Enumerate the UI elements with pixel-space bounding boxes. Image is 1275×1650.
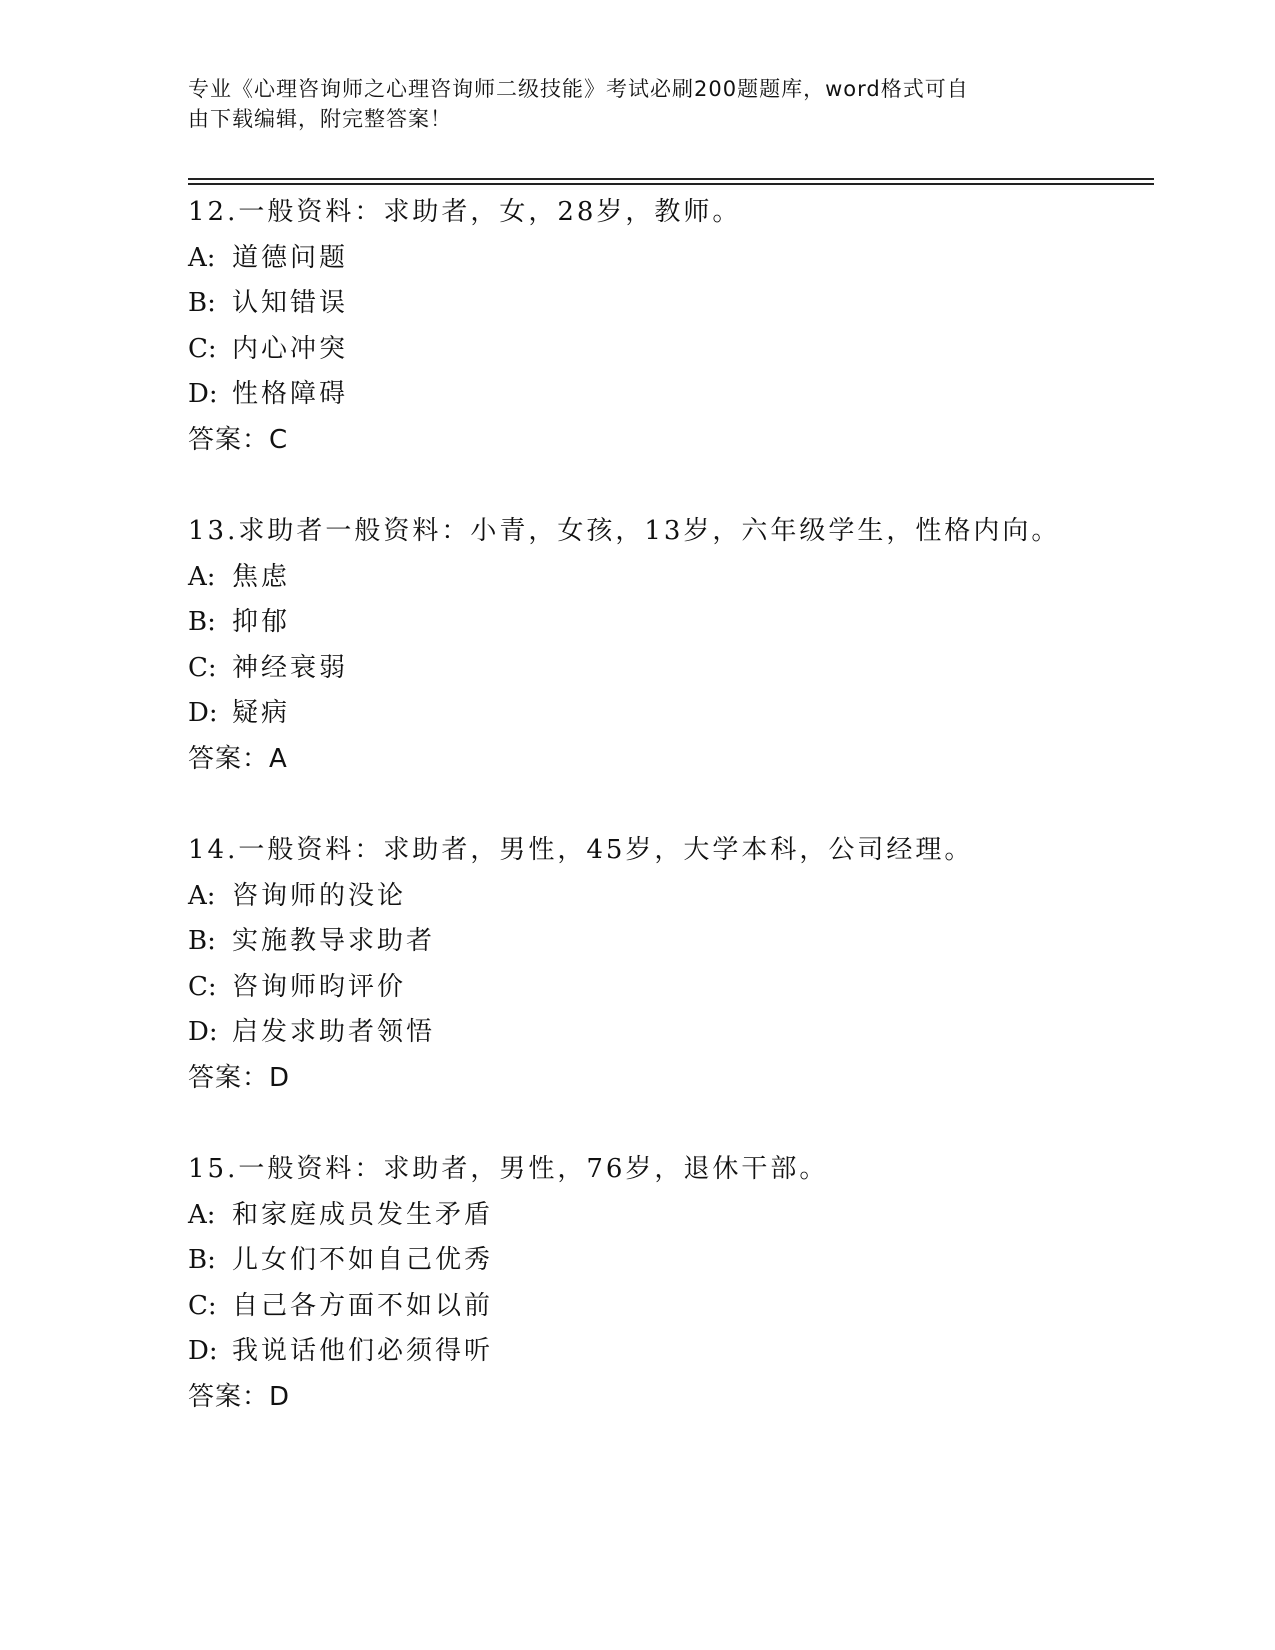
option-text: 认知错误 [232, 288, 349, 318]
option-b [188, 281, 1154, 327]
option-a [188, 874, 1154, 920]
option-letter: C: [188, 333, 217, 364]
option-d [188, 1010, 1154, 1056]
header-divider-top [188, 178, 1154, 180]
option-letter: B: [188, 607, 216, 637]
option-text: 和家庭成员发生矛盾 [232, 1199, 494, 1230]
option-text: 焦虑 [232, 561, 291, 592]
option-letter: D: [188, 379, 218, 409]
option-letter: D: [188, 698, 218, 728]
option-c [188, 327, 1154, 373]
option-letter: D: [188, 1336, 218, 1366]
option-letter: A: [188, 1199, 216, 1230]
option-a [188, 555, 1154, 601]
question-text: 14.一般资料：求助者，男性，45岁，大学本科，公司经理。 [188, 835, 974, 865]
option-letter: B: [188, 926, 216, 956]
option-text: 实施教导求助者 [232, 926, 436, 956]
document-header [188, 74, 1088, 134]
answer-line: 答案：A [188, 743, 288, 774]
option-c [188, 1284, 1154, 1330]
question-text: 13.求助者一般资料：小青，女孩，13岁，六年级学生，性格内向。 [188, 516, 1061, 546]
option-letter: B: [188, 288, 216, 318]
question-12 [188, 190, 1154, 463]
option-d [188, 372, 1154, 418]
option-b [188, 919, 1154, 965]
question-14 [188, 828, 1154, 1101]
option-b [188, 600, 1154, 646]
header-divider-bottom [188, 183, 1154, 185]
option-letter: D: [188, 1017, 218, 1047]
option-text: 咨询师的没论 [232, 880, 407, 911]
option-letter: C: [188, 652, 217, 683]
header-line-1: 专业《心理咨询师之心理咨询师二级技能》考试必刷200题题库，word格式可自 [188, 77, 969, 101]
question-text: 12.一般资料：求助者，女，28岁，教师。 [188, 197, 742, 227]
question-15 [188, 1147, 1154, 1420]
option-a [188, 236, 1154, 282]
option-c [188, 646, 1154, 692]
option-letter: A: [188, 242, 216, 273]
option-text: 咨询师昀评价 [232, 971, 407, 1002]
header-line-2: 由下载编辑，附完整答案！ [188, 107, 452, 131]
option-d [188, 691, 1154, 737]
option-text: 神经衰弱 [232, 652, 349, 683]
option-letter: A: [188, 561, 216, 592]
option-letter: B: [188, 1245, 216, 1275]
option-c [188, 965, 1154, 1011]
option-text: 性格障碍 [232, 379, 349, 409]
answer-line: 答案：D [188, 1062, 291, 1093]
option-text: 抑郁 [232, 607, 291, 637]
option-letter: C: [188, 1290, 217, 1321]
option-text: 疑病 [232, 698, 291, 728]
answer-line: 答案：C [188, 424, 289, 455]
option-text: 内心冲突 [232, 333, 349, 364]
option-letter: A: [188, 880, 216, 911]
option-text: 启发求助者领悟 [232, 1017, 436, 1047]
question-text: 15.一般资料：求助者，男性，76岁，退休干部。 [188, 1154, 829, 1184]
option-text: 我说话他们必须得听 [232, 1336, 494, 1366]
option-text: 自己各方面不如以前 [232, 1290, 494, 1321]
option-text: 道德问题 [232, 242, 349, 273]
question-13 [188, 509, 1154, 782]
option-letter: C: [188, 971, 217, 1002]
option-d [188, 1329, 1154, 1375]
option-a [188, 1193, 1154, 1239]
question-list [188, 190, 1154, 1466]
option-b [188, 1238, 1154, 1284]
option-text: 儿女们不如自己优秀 [232, 1245, 494, 1275]
answer-line: 答案：D [188, 1381, 291, 1412]
